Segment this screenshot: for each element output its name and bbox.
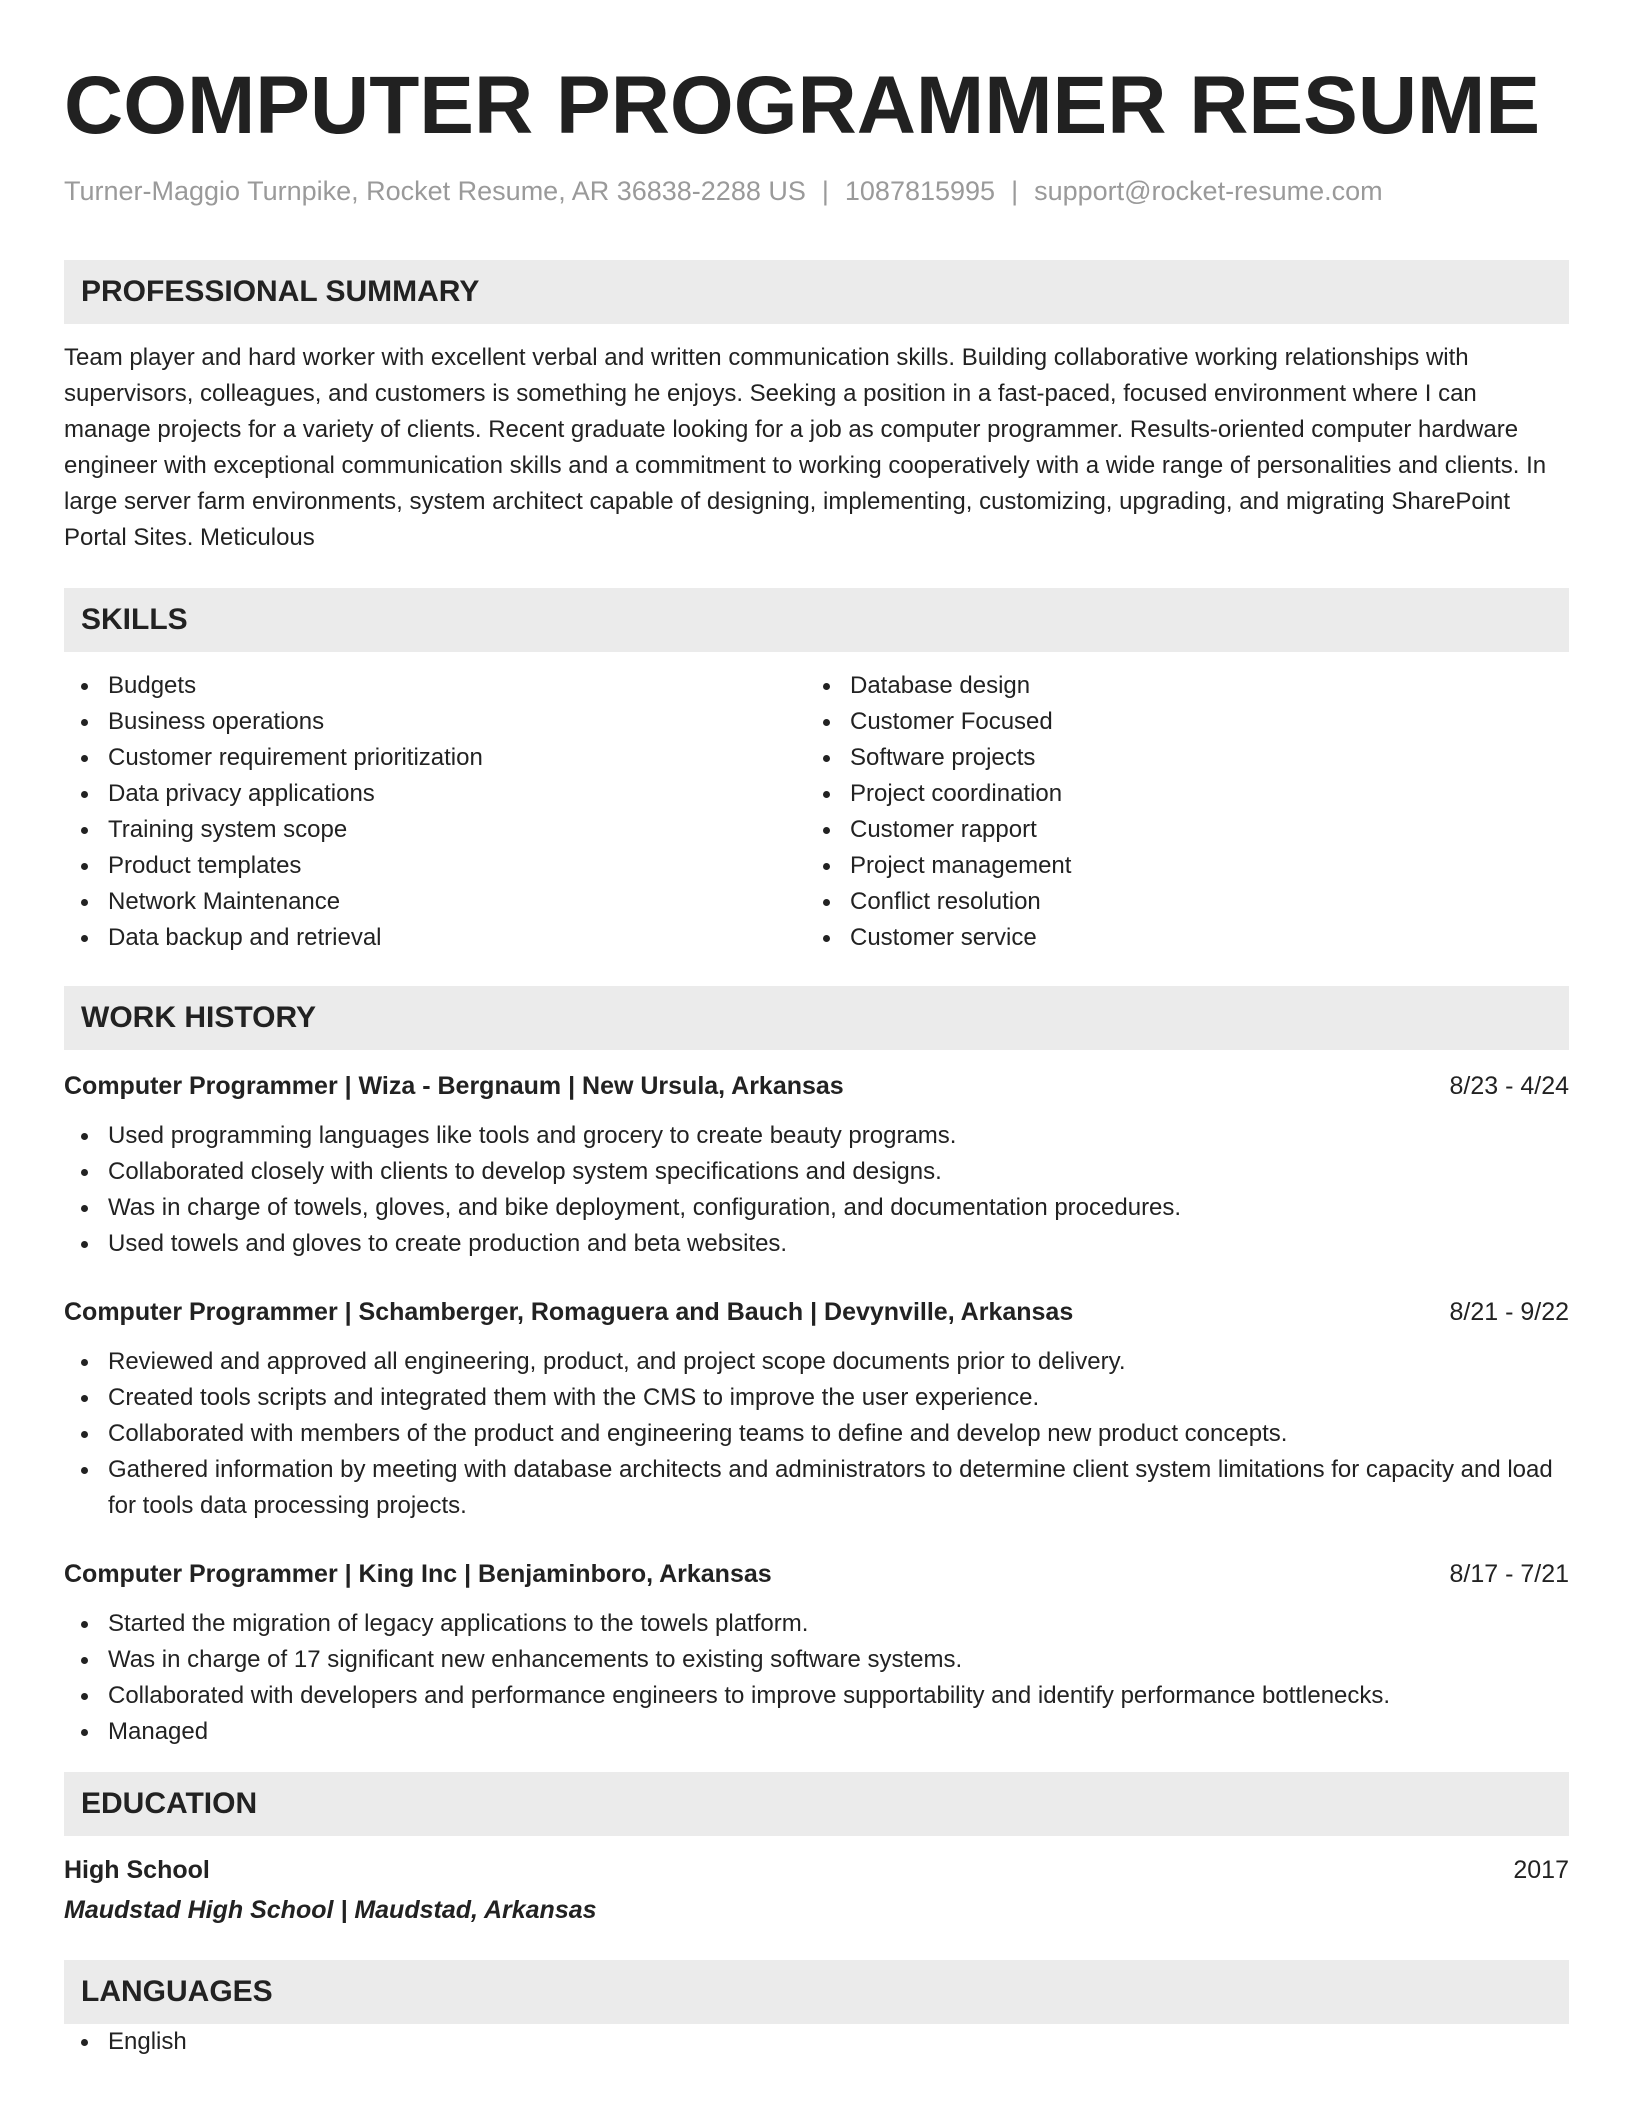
contact-separator: | bbox=[1011, 176, 1019, 206]
contact-address: Turner-Maggio Turnpike, Rocket Resume, AR 36838-2288 US bbox=[64, 176, 806, 206]
skills-list-right bbox=[806, 668, 1569, 956]
skill-item: Data backup and retrieval bbox=[64, 920, 806, 956]
education-school: Maudstad High School | Maudstad, Arkansas bbox=[64, 1896, 597, 1924]
work-history-section bbox=[64, 986, 1569, 1750]
job-bullet: Gathered information by meeting with database architects and administrators to determine client system limitations for capacity and load for tools data processing projects. bbox=[64, 1452, 1569, 1524]
section-heading-languages: LANGUAGES bbox=[64, 1960, 1569, 2024]
job-bullet: Collaborated with developers and performance engineers to improve supportability and identify performance bottlenecks. bbox=[64, 1678, 1569, 1714]
resume-title: COMPUTER PROGRAMMER RESUME bbox=[64, 60, 1541, 151]
section-heading-education: EDUCATION bbox=[64, 1772, 1569, 1836]
job-bullets bbox=[64, 1606, 1569, 1750]
contact-email[interactable]: support@rocket-resume.com bbox=[1034, 176, 1383, 206]
job-bullet: Managed bbox=[64, 1714, 1569, 1750]
job-bullet: Used programming languages like tools and grocery to create beauty programs. bbox=[64, 1118, 1569, 1154]
job-bullet: Started the migration of legacy applications to the towels platform. bbox=[64, 1606, 1569, 1642]
skill-item: Network Maintenance bbox=[64, 884, 806, 920]
skills-grid bbox=[64, 668, 1569, 956]
section-heading-skills: SKILLS bbox=[64, 588, 1569, 652]
job-bullet: Reviewed and approved all engineering, product, and project scope documents prior to delivery. bbox=[64, 1344, 1569, 1380]
job-bullet: Collaborated closely with clients to develop system specifications and designs. bbox=[64, 1154, 1569, 1190]
skill-item: Customer Focused bbox=[806, 704, 1569, 740]
education-header bbox=[64, 1852, 1569, 1888]
education-degree: High School bbox=[64, 1856, 210, 1884]
skill-item: Training system scope bbox=[64, 812, 806, 848]
section-heading-work-history: WORK HISTORY bbox=[64, 986, 1569, 1050]
contact-line bbox=[64, 174, 1569, 208]
summary-text: Team player and hard worker with excellent verbal and written communication skills. Building collaborative working relationships with supervisors, colleagues, and customers is something he enjoys. Seeking a position in a fast-paced, focused environment where I can manage projects for a variety of clients. Recent graduate looking for a job as computer programmer. Results-oriented computer hardware engineer with exceptional communication skills and a commitment to working cooperatively with a wide range of personalities and clients. In large server farm environments, system architect capable of designing, implementing, customizing, upgrading, and migrating SharePoint Portal Sites. Meticulous bbox=[64, 344, 1547, 551]
languages-section bbox=[64, 1960, 1569, 2060]
job-title: Computer Programmer | Wiza - Bergnaum | New Ursula, Arkansas bbox=[64, 1072, 844, 1100]
job-bullet: Created tools scripts and integrated them with the CMS to improve the user experience. bbox=[64, 1380, 1569, 1416]
job-bullet: Used towels and gloves to create production and beta websites. bbox=[64, 1226, 1569, 1262]
professional-summary-section bbox=[64, 260, 1569, 556]
skills-list-left bbox=[64, 668, 806, 956]
job-dates: 8/23 - 4/24 bbox=[1449, 1072, 1569, 1100]
job-dates: 8/21 - 9/22 bbox=[1449, 1298, 1569, 1326]
job-bullet: Collaborated with members of the product and engineering teams to define and develop new product concepts. bbox=[64, 1416, 1569, 1452]
skill-item: Product templates bbox=[64, 848, 806, 884]
skill-item: Data privacy applications bbox=[64, 776, 806, 812]
education-year: 2017 bbox=[1513, 1856, 1569, 1884]
skill-item: Customer rapport bbox=[806, 812, 1569, 848]
skill-item: Customer service bbox=[806, 920, 1569, 956]
job-bullets bbox=[64, 1118, 1569, 1262]
skill-item: Business operations bbox=[64, 704, 806, 740]
skill-item: Budgets bbox=[64, 668, 806, 704]
skill-item: Database design bbox=[806, 668, 1569, 704]
skill-item: Project coordination bbox=[806, 776, 1569, 812]
skill-item: Software projects bbox=[806, 740, 1569, 776]
job-bullets bbox=[64, 1344, 1569, 1524]
contact-separator: | bbox=[821, 176, 829, 206]
job-title: Computer Programmer | King Inc | Benjaminboro, Arkansas bbox=[64, 1560, 772, 1588]
job-header bbox=[64, 1068, 1569, 1104]
education-entry bbox=[64, 1852, 1569, 1928]
skill-item: Project management bbox=[806, 848, 1569, 884]
job-dates: 8/17 - 7/21 bbox=[1449, 1560, 1569, 1588]
job-header bbox=[64, 1294, 1569, 1330]
job-bullet: Was in charge of 17 significant new enhancements to existing software systems. bbox=[64, 1642, 1569, 1678]
job-bullet: Was in charge of towels, gloves, and bike deployment, configuration, and documentation procedures. bbox=[64, 1190, 1569, 1226]
section-heading-professional-summary: PROFESSIONAL SUMMARY bbox=[64, 260, 1569, 324]
job-entry bbox=[64, 1556, 1569, 1750]
education-section bbox=[64, 1772, 1569, 1928]
skill-item: Conflict resolution bbox=[806, 884, 1569, 920]
skills-section bbox=[64, 588, 1569, 956]
job-entry bbox=[64, 1068, 1569, 1262]
languages-list bbox=[64, 2024, 1569, 2060]
contact-phone: 1087815995 bbox=[844, 176, 996, 206]
job-title: Computer Programmer | Schamberger, Romaguera and Bauch | Devynville, Arkansas bbox=[64, 1298, 1074, 1326]
skill-item: Customer requirement prioritization bbox=[64, 740, 806, 776]
job-header bbox=[64, 1556, 1569, 1592]
job-entry bbox=[64, 1294, 1569, 1524]
language-item: English bbox=[64, 2024, 1569, 2060]
